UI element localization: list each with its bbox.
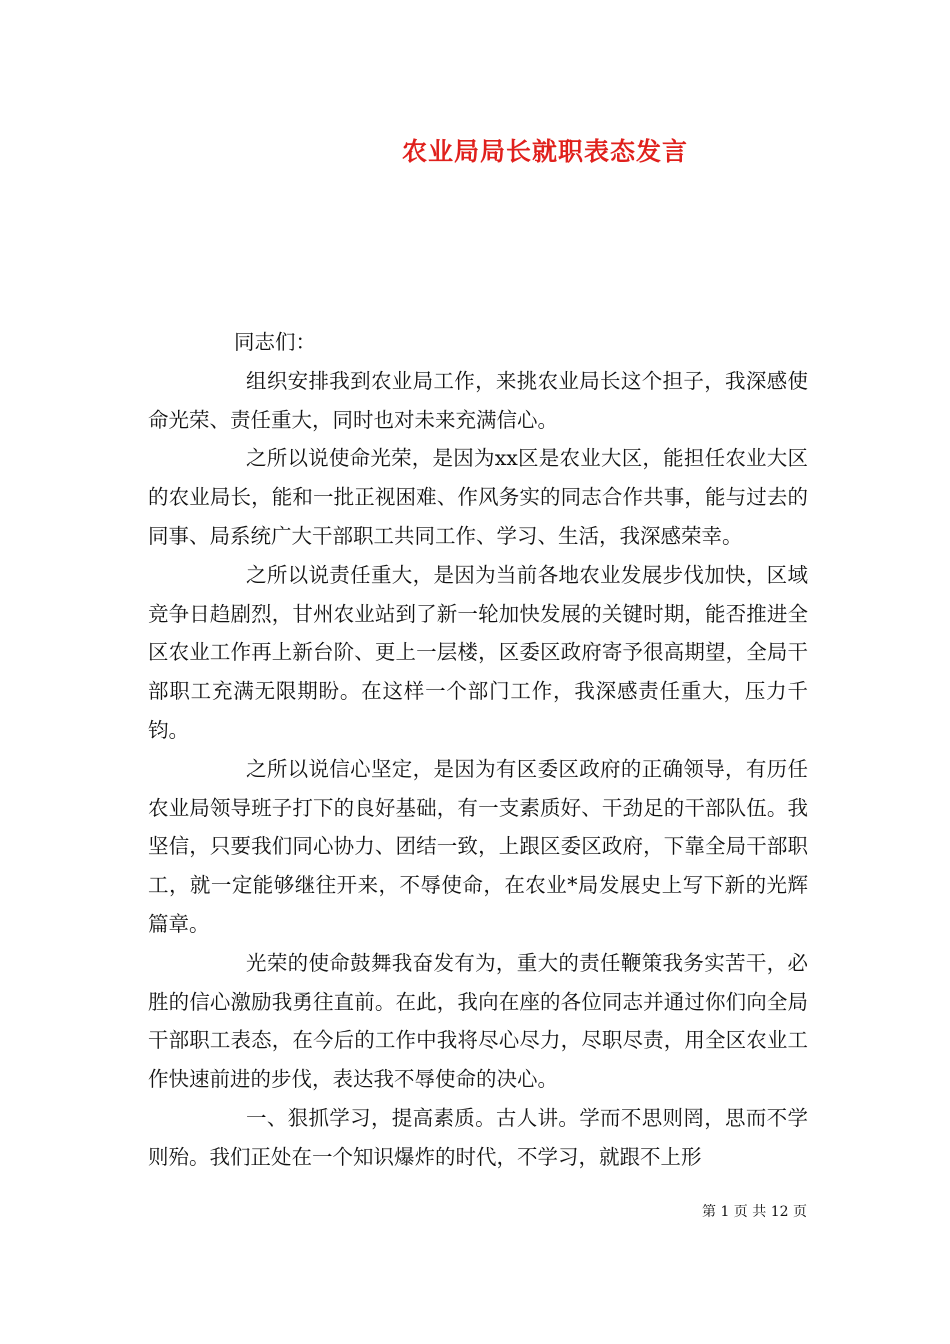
document-title: 农业局局长就职表态发言: [401, 137, 688, 166]
page-number: 第 1 页 共 12 页: [702, 1204, 807, 1220]
salutation: 同志们：: [234, 330, 316, 354]
paragraph-3: 之所以说责任重大，是因为当前各地农业发展步伐加快，区域竞争日趋剧烈，甘州农业站到了新一轮加快发展的关键时期，能否推进全区农业工作再上新台阶、更上一层楼，区委区政府寄予很高期望，全局干部职工充满无限期盼。在这样一个部门工作，我深感责任重大，压力千钧。: [148, 562, 808, 742]
paragraph-4: 之所以说信心坚定，是因为有区委区政府的正确领导，有历任农业局领导班子打下的良好基础，有一支素质好、干劲足的干部队伍。我坚信，只要我们同心协力、团结一致，上跟区委区政府，下靠全局干部职工，就一定能够继往开来，不辱使命，在农业*局发展史上写下新的光辉篇章。: [148, 756, 808, 936]
paragraph-2: 之所以说使命光荣，是因为xx区是农业大区，能担任农业大区的农业局长，能和一批正视困难、作风务实的同志合作共事，能与过去的同事、局系统广大干部职工共同工作、学习、生活，我深感荣幸。: [148, 446, 808, 548]
paragraph-1: 组织安排我到农业局工作，来挑农业局长这个担子，我深感使命光荣、责任重大，同时也对未来充满信心。: [148, 368, 808, 432]
paragraph-5: 光荣的使命鼓舞我奋发有为，重大的责任鞭策我务实苦干，必胜的信心激励我勇往直前。在此，我向在座的各位同志并通过你们向全局干部职工表态，在今后的工作中我将尽心尽力，尽职尽责，用全区农业工作快速前进的步伐，表达我不辱使命的决心。: [148, 950, 808, 1092]
document-body: [148, 323, 808, 1177]
paragraph-6: 一、狠抓学习，提高素质。古人讲。学而不思则罔，思而不学则殆。我们正处在一个知识爆炸的时代，不学习，就跟不上形: [148, 1105, 808, 1169]
